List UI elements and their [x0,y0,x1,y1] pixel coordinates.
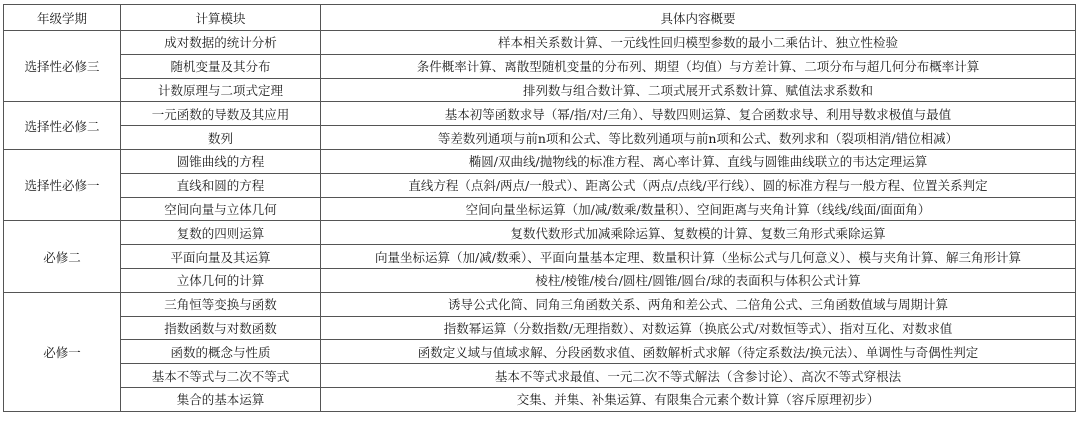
table-row [4,316,1076,340]
table-row [4,268,1076,292]
module-cell: 圆锥曲线的方程 [121,149,321,173]
module-cell: 函数的概念与性质 [121,340,321,364]
module-cell: 复数的四则运算 [121,221,321,245]
content-cell: 直线方程（点斜/两点/一般式）、距离公式（两点/点线/平行线）、圆的标准方程与一般方程、位置关系判定 [321,173,1076,197]
content-cell: 交集、并集、补集运算、有限集合元素个数计算（容斥原理初步） [321,387,1076,411]
table-row [4,102,1076,126]
semester-cell: 必修一 [4,292,121,411]
module-cell: 随机变量及其分布 [121,54,321,78]
content-cell: 样本相关系数计算、一元线性回归模型参数的最小二乘估计、独立性检验 [321,31,1076,55]
table-body [4,31,1076,412]
module-cell: 平面向量及其运算 [121,245,321,269]
semester-cell: 选择性必修一 [4,149,121,220]
content-cell: 向量坐标运算（加/减/数乘）、平面向量基本定理、数量积计算（坐标公式与几何意义）、模与夹角计算、解三角形计算 [321,245,1076,269]
content-cell: 椭圆/双曲线/抛物线的标准方程、离心率计算、直线与圆锥曲线联立的韦达定理运算 [321,149,1076,173]
module-cell: 空间向量与立体几何 [121,197,321,221]
content-cell: 复数代数形式加减乘除运算、复数模的计算、复数三角形式乘除运算 [321,221,1076,245]
table-row [4,245,1076,269]
module-cell: 指数函数与对数函数 [121,316,321,340]
content-cell: 等差数列通项与前n项和公式、等比数列通项与前n项和公式、数列求和（裂项相消/错位相减） [321,126,1076,150]
module-cell: 计数原理与二项式定理 [121,78,321,102]
table-row [4,387,1076,411]
module-cell: 一元函数的导数及其应用 [121,102,321,126]
semester-cell: 必修二 [4,221,121,292]
module-cell: 成对数据的统计分析 [121,31,321,55]
table-row [4,54,1076,78]
table-row [4,31,1076,55]
table-row [4,364,1076,388]
header-semester: 年级学期 [4,5,121,31]
content-cell: 诱导公式化简、同角三角函数关系、两角和差公式、二倍角公式、三角函数值域与周期计算 [321,292,1076,316]
content-cell: 函数定义域与值域求解、分段函数求值、函数解析式求解（待定系数法/换元法）、单调性与奇偶性判定 [321,340,1076,364]
table-row [4,149,1076,173]
table-row [4,221,1076,245]
semester-cell: 选择性必修二 [4,102,121,150]
module-cell: 直线和圆的方程 [121,173,321,197]
semester-cell: 选择性必修三 [4,31,121,102]
module-cell: 基本不等式与二次不等式 [121,364,321,388]
table-row [4,126,1076,150]
header-content: 具体内容概要 [321,5,1076,31]
table-row [4,78,1076,102]
header-module: 计算模块 [121,5,321,31]
module-cell: 集合的基本运算 [121,387,321,411]
content-cell: 空间向量坐标运算（加/减/数乘/数量积）、空间距离与夹角计算（线线/线面/面面角） [321,197,1076,221]
curriculum-table [3,4,1076,412]
module-cell: 三角恒等变换与函数 [121,292,321,316]
content-cell: 条件概率计算、离散型随机变量的分布列、期望（均值）与方差计算、二项分布与超几何分布概率计算 [321,54,1076,78]
table-row [4,340,1076,364]
content-cell: 排列数与组合数计算、二项式展开式系数计算、赋值法求系数和 [321,78,1076,102]
table-row [4,173,1076,197]
content-cell: 基本初等函数求导（幂/指/对/三角）、导数四则运算、复合函数求导、利用导数求极值与最值 [321,102,1076,126]
content-cell: 指数幂运算（分数指数/无理指数）、对数运算（换底公式/对数恒等式）、指对互化、对数求值 [321,316,1076,340]
module-cell: 立体几何的计算 [121,268,321,292]
table-row [4,197,1076,221]
content-cell: 基本不等式求最值、一元二次不等式解法（含参讨论）、高次不等式穿根法 [321,364,1076,388]
header-row [4,5,1076,31]
module-cell: 数列 [121,126,321,150]
content-cell: 棱柱/棱锥/棱台/圆柱/圆锥/圆台/球的表面积与体积公式计算 [321,268,1076,292]
table-row [4,292,1076,316]
